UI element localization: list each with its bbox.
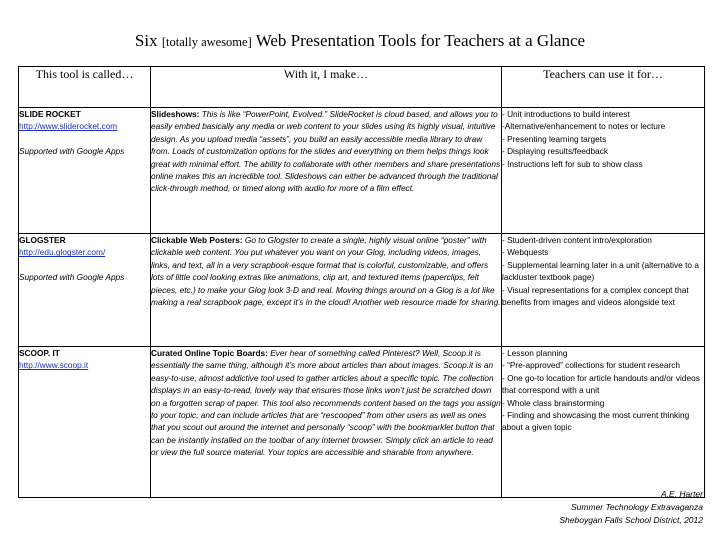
tool-note: Supported with Google Apps [19, 146, 125, 157]
header-uses: Teachers can use it for… [502, 67, 705, 108]
tool-cell [19, 108, 151, 234]
header-row [19, 67, 705, 108]
make-text: Go to Glogster to create a single, highly visual online “poster” with clickable web content. You put whatever you want on your Glog, including videos, images, links, and text, all in a very scrapbook-esque format that is colorful, customizable, and offers lots of little cool looking extras like animations, clip art, and textured items (paperclips, felt pieces, etc.) to make your Glog look 3-D and real. Moving things around on a Glog is a lot like making a real scrapbook page, except it’s in the cloud! Another web resource made for sharing. [151, 235, 501, 308]
footer-event: Summer Technology Extravaganza [571, 502, 703, 512]
tool-name: SLIDE ROCKET [19, 109, 81, 119]
use-item: - Visual representations for a complex concept that benefits from images and videos alongside text [502, 284, 689, 308]
make-text: This is like “PowerPoint, Evolved.” SlideRocket is cloud based, and allows you to easily embed basically any media or web content to your slides using its highly visual, intuitive design. As you upload media “assets”, you build an easily accessible media library to draw from. Loads of customization options for the slides and everything on them helps things look great with minimal effort. The ability to collaborate with other members and share presentations online makes this an incredible tool. Slideshows can either be advanced through the traditional click-through method, or timed along with audio for more of a film effect. [151, 109, 501, 194]
use-item: - Lesson planning [502, 348, 568, 358]
uses-cell [502, 347, 705, 498]
tool-link[interactable]: http://www.scoop.it [19, 360, 89, 371]
make-label: Clickable Web Posters: [151, 235, 243, 245]
table-row [19, 347, 705, 498]
tool-link[interactable]: http://edu.glogster.com/ [19, 247, 106, 258]
tool-link[interactable]: http://www.sliderocket.com [19, 121, 118, 132]
title-prefix: Six [134, 31, 158, 50]
use-item: - One go-to location for article handouts and/or videos that correspond with a unit [502, 372, 700, 396]
use-item: - Instructions left for sub to show class [502, 158, 643, 169]
title-aside: [totally awesome] [161, 35, 252, 49]
tool-cell [19, 234, 151, 347]
tool-cell [19, 347, 151, 498]
uses-cell [502, 234, 705, 347]
use-item: - Student-driven content intro/exploration [502, 235, 652, 245]
make-label: Curated Online Topic Boards: [151, 348, 268, 358]
make-cell [151, 234, 502, 347]
use-item: -Alternative/enhancement to notes or lecture [502, 121, 666, 132]
tool-note: Supported with Google Apps [19, 272, 125, 283]
footer-author: A.E. Harter [660, 489, 703, 499]
use-item: - Webquests [502, 247, 549, 258]
use-item: - Supplemental learning later in a unit (alternative to a lackluster textbook page) [502, 259, 699, 283]
footer-org: Sheboygan Falls School District, 2012 [559, 515, 703, 525]
make-cell [151, 347, 502, 498]
footer-credits [559, 488, 703, 527]
make-text: Ever hear of something called Pinterest? Well, Scoop.it is essentially the same thing, although it’s more about articles than about images. Scoop.it is an easy-to-use, almost addictive tool used to gather articles about a specific topic. The collection displays in an easy-to-read, lovely way that ensures those links won’t just be scratched down on a forgotten scrap of paper. This tool also recommends content based on the tags you assign to your topic, and can include articles that are “rescooped” from other users as well as ones that you scout out around the internet and personally “scoop” with the bookmarklet button that can be instantly installed on the toolbar of any internet browser. Simply click an article to read or view the full source material. Your topics are accessible and sharable from anywhere. [151, 348, 501, 458]
use-item: - Finding and showcasing the most current thinking about a given topic [502, 410, 690, 433]
use-item: - Whole class brainstorming [502, 397, 605, 408]
header-tool: This tool is called… [19, 67, 151, 108]
use-item: - “Pre-approved” collections for student research [502, 360, 681, 371]
make-label: Slideshows: [151, 109, 200, 119]
use-item: - Displaying results/feedback [502, 146, 609, 157]
tools-table [18, 66, 705, 498]
title-main: Web Presentation Tools for Teachers at a Glance [255, 31, 586, 50]
uses-cell [502, 108, 705, 234]
use-item: - Presenting learning targets [502, 133, 607, 144]
use-item: - Unit introductions to build interest [502, 109, 630, 119]
tool-name: SCOOP. IT [19, 348, 60, 358]
make-cell [151, 108, 502, 234]
tool-name: GLOGSTER [19, 235, 66, 245]
header-make: With it, I make… [151, 67, 502, 108]
page-title [0, 30, 720, 53]
table-row [19, 108, 705, 234]
table-row [19, 234, 705, 347]
